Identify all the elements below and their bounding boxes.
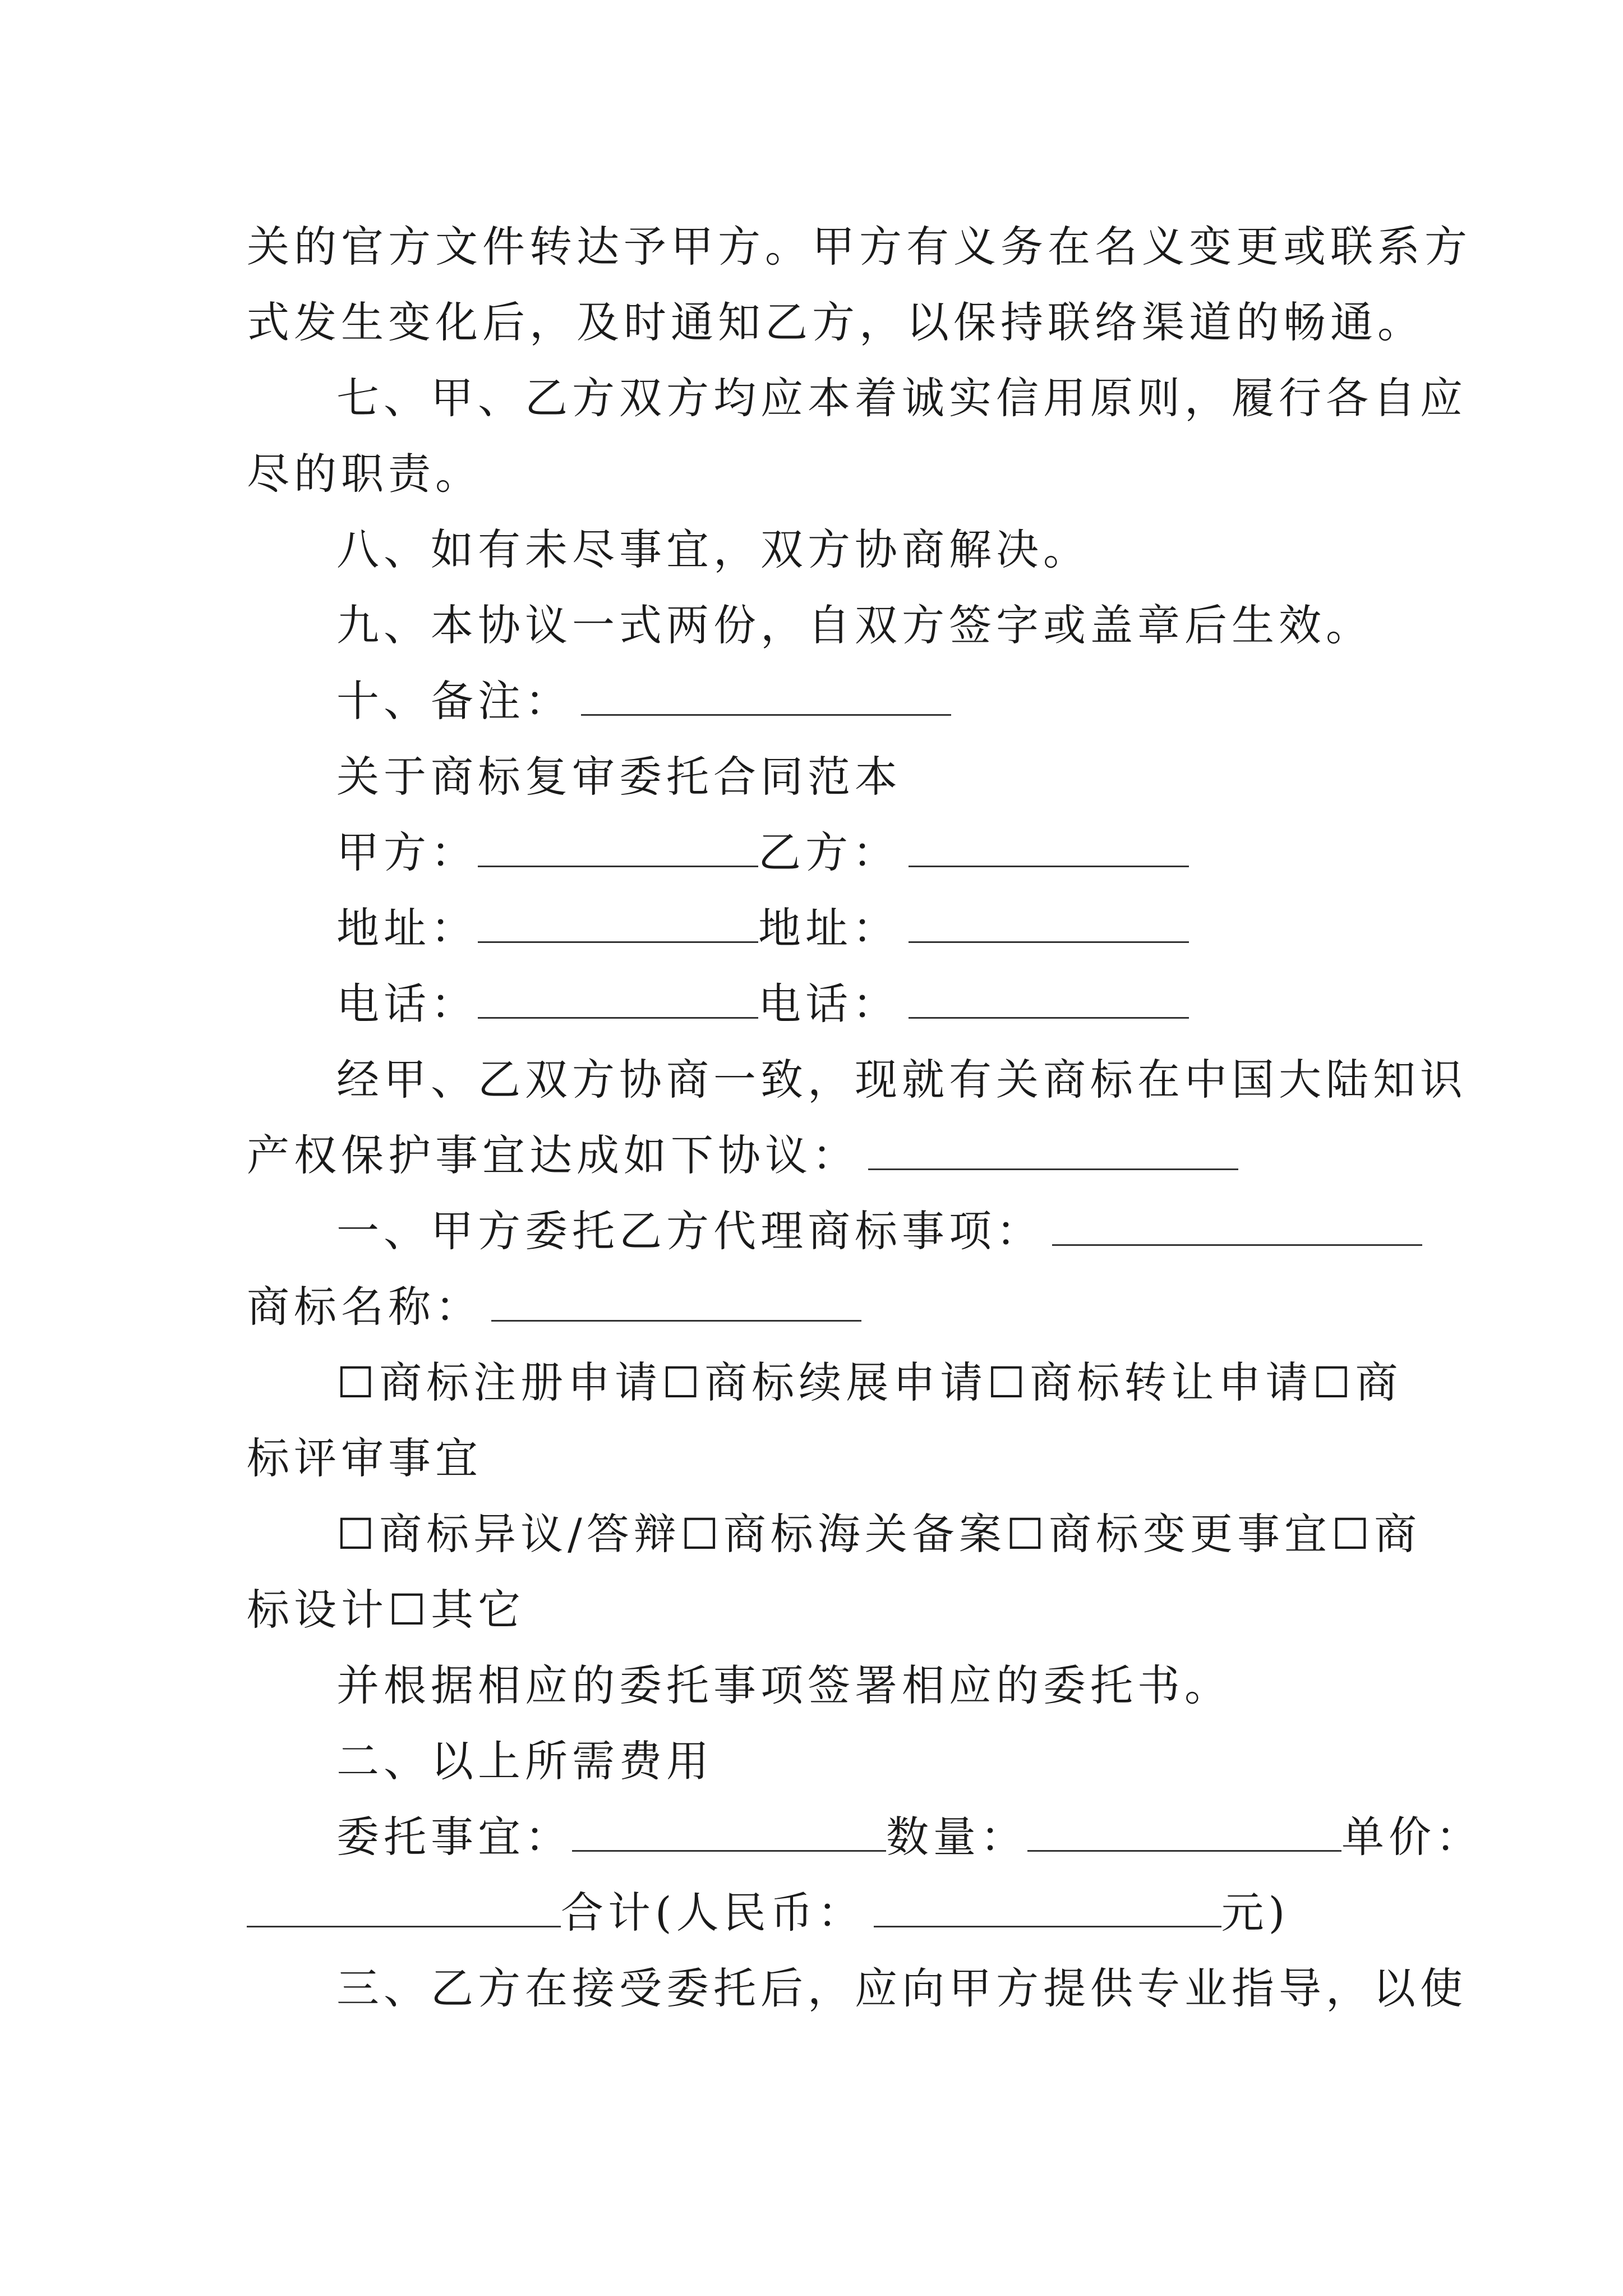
clause-three: 三、乙方在接受委托后，应向甲方提供专业指导，以使 — [336, 1963, 1467, 2013]
fee-row — [336, 1809, 1483, 1865]
clause-ten-remarks — [336, 673, 951, 729]
remarks-blank[interactable] — [581, 674, 951, 716]
text-line: 式发生变化后，及时通知乙方，以保持联络渠道的畅通。 — [247, 297, 1424, 347]
trademark-name-blank[interactable] — [491, 1280, 861, 1322]
party-a-label: 甲方： — [336, 827, 478, 877]
text-line: 关的官方文件转达予甲方。甲方有义务在名义变更或联系方 — [247, 222, 1472, 272]
address-row — [336, 900, 1189, 956]
clause-eight: 八、如有未尽事宜，双方协商解决。 — [336, 524, 1090, 574]
preamble-blank[interactable] — [868, 1128, 1238, 1170]
trademark-name-row — [247, 1279, 861, 1335]
address-b-blank[interactable] — [909, 901, 1189, 943]
fee-qty-label: 数量： — [886, 1812, 1027, 1862]
party-b-blank[interactable] — [909, 825, 1189, 867]
party-row — [336, 825, 1189, 881]
fee-total-row — [247, 1885, 1289, 1941]
phone-a-blank[interactable] — [478, 977, 758, 1019]
preamble-line: 经甲、乙双方协商一致，现就有关商标在中国大陆知识 — [336, 1055, 1467, 1105]
clause-two: 二、以上所需费用 — [336, 1736, 713, 1786]
trademark-name-label: 商标名称： — [247, 1282, 482, 1332]
fee-total-label: 合计(人民币： — [561, 1888, 865, 1938]
preamble-line-cont: 产权保护事宜达成如下协议： — [247, 1128, 1238, 1184]
fee-total-blank[interactable] — [874, 1885, 1221, 1927]
phone-row — [336, 976, 1189, 1032]
fee-price-label: 单价： — [1341, 1812, 1483, 1862]
clause-seven: 七、甲、乙方双方均应本着诚实信用原则，履行各自应 — [336, 373, 1467, 423]
phone-a-label: 电话： — [336, 979, 478, 1029]
fee-total-unit: 元) — [1221, 1888, 1290, 1938]
trademark-matter-blank[interactable] — [1052, 1204, 1422, 1246]
remarks-label: 十、备注： — [336, 676, 572, 726]
checkbox-options-line: ☐商标注册申请☐商标续展申请☐商标转让申请☐商 — [336, 1358, 1403, 1407]
fee-item-label: 委托事宜： — [336, 1812, 572, 1862]
address-b-label: 地址： — [758, 903, 900, 953]
party-a-blank[interactable] — [478, 825, 758, 867]
fee-qty-blank[interactable] — [1027, 1810, 1341, 1852]
phone-b-blank[interactable] — [909, 977, 1189, 1019]
address-a-label: 地址： — [336, 903, 478, 953]
fee-price-blank[interactable] — [247, 1885, 561, 1927]
clause-one: 一、甲方委托乙方代理商标事项： — [336, 1203, 1422, 1259]
party-b-label: 乙方： — [758, 827, 900, 877]
contract-title: 关于商标复审委托合同范本 — [336, 752, 902, 802]
text-line: 尽的职责。 — [247, 449, 482, 499]
checkbox-options-line: ☐商标异议/答辩☐商标海关备案☐商标变更事宜☐商 — [336, 1509, 1422, 1559]
checkbox-options-line-cont: 标设计☐其它 — [247, 1585, 525, 1635]
clause-nine: 九、本协议一式两份，自双方签字或盖章后生效。 — [336, 600, 1373, 650]
checkbox-options-line-cont: 标评审事宜 — [247, 1433, 482, 1483]
phone-b-label: 电话： — [758, 979, 900, 1029]
text-line: 并根据相应的委托事项签署相应的委托书。 — [336, 1660, 1232, 1710]
fee-item-blank[interactable] — [572, 1810, 886, 1852]
address-a-blank[interactable] — [478, 901, 758, 943]
